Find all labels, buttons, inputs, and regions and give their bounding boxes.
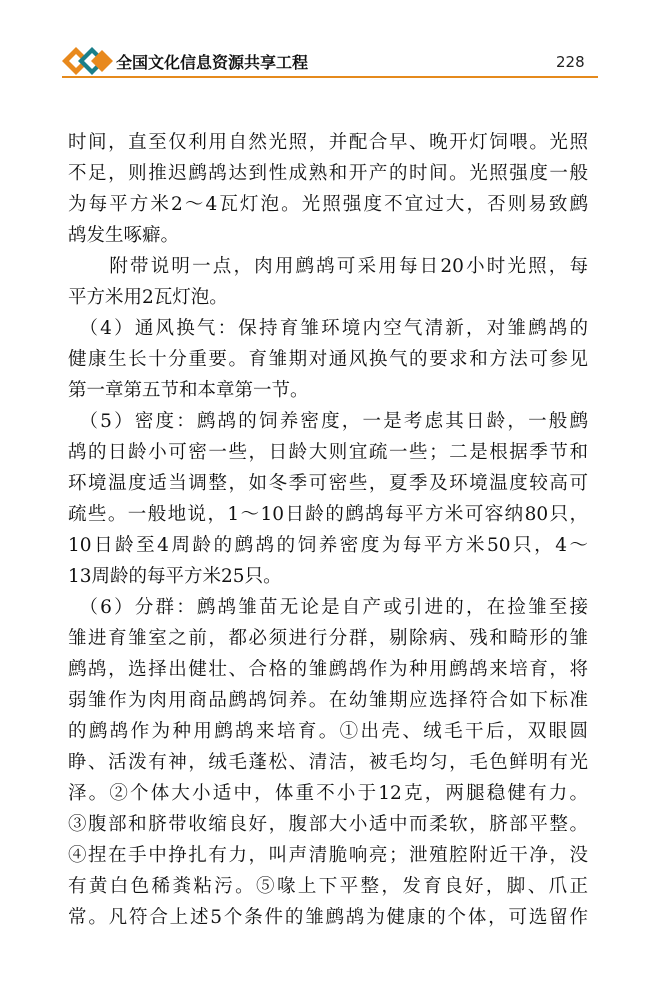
text-line: 疏些。一般地说，1～10日龄的鹧鸪每平方米可容纳80只， xyxy=(68,504,588,525)
text-line: 鸪的日龄小可密一些，日龄大则宜疏一些；二是根据季节和 xyxy=(68,442,588,463)
text-line: （6）分群：鹧鸪雏苗无论是自产或引进的，在捡雏至接 xyxy=(68,597,588,618)
text-line: （4）通风换气：保持育雏环境内空气清新，对雏鹧鸪的 xyxy=(68,318,588,339)
text-line: ④捏在手中挣扎有力，叫声清脆响亮；泄殖腔附近干净，没 xyxy=(68,845,588,866)
text-line: 13周龄的每平方米25只。 xyxy=(68,566,282,587)
text-line: 弱雏作为肉用商品鹧鸪饲养。在幼雏期应选择符合如下标准 xyxy=(68,690,588,711)
text-line: 睁、活泼有神，绒毛蓬松、清洁，被毛均匀，毛色鲜明有光 xyxy=(68,752,588,773)
logo-icon xyxy=(62,44,114,78)
text-line: 常。凡符合上述5个条件的雏鹧鸪为健康的个体，可选留作 xyxy=(68,907,588,928)
body-text xyxy=(68,127,588,933)
text-line: 泽。②个体大小适中，体重不小于12克，两腿稳健有力。 xyxy=(68,783,588,804)
text-line: 附带说明一点，肉用鹧鸪可采用每日20小时光照，每 xyxy=(68,256,588,277)
text-line: 雏进育雏室之前，都必须进行分群，剔除病、残和畸形的雏 xyxy=(68,628,588,649)
page-number: 228 xyxy=(556,53,585,71)
text-line: （5）密度：鹧鸪的饲养密度，一是考虑其日龄，一般鹧 xyxy=(68,411,588,432)
header-title: 全国文化信息资源共享工程 xyxy=(116,53,309,72)
header-rule xyxy=(62,76,598,78)
text-line: 的鹧鸪作为种用鹧鸪来培育。①出壳、绒毛干后，双眼圆 xyxy=(68,721,588,742)
text-line: 平方米用2瓦灯泡。 xyxy=(68,287,228,308)
text-line: 不足，则推迟鹧鸪达到性成熟和开产的时间。光照强度一般 xyxy=(68,163,588,184)
text-line: 鹧鸪，选择出健壮、合格的雏鹧鸪作为种用鹧鸪来培育，将 xyxy=(68,659,588,680)
text-line: 鸪发生啄癖。 xyxy=(68,225,180,246)
text-line: 健康生长十分重要。育雏期对通风换气的要求和方法可参见 xyxy=(68,349,588,370)
text-line: 为每平方米2～4瓦灯泡。光照强度不宜过大，否则易致鹧 xyxy=(68,194,588,215)
text-line: 有黄白色稀粪粘污。⑤喙上下平整，发育良好，脚、爪正 xyxy=(68,876,588,897)
text-line: 第一章第五节和本章第一节。 xyxy=(68,380,309,401)
text-line: ③腹部和脐带收缩良好，腹部大小适中而柔软，脐部平整。 xyxy=(68,814,588,835)
page-header xyxy=(0,0,646,80)
text-line: 10日龄至4周龄的鹧鸪的饲养密度为每平方米50只，4～ xyxy=(68,535,588,556)
text-line: 环境温度适当调整，如冬季可密些，夏季及环境温度较高可 xyxy=(68,473,588,494)
text-line: 时间，直至仅利用自然光照，并配合早、晚开灯饲喂。光照 xyxy=(68,132,588,153)
